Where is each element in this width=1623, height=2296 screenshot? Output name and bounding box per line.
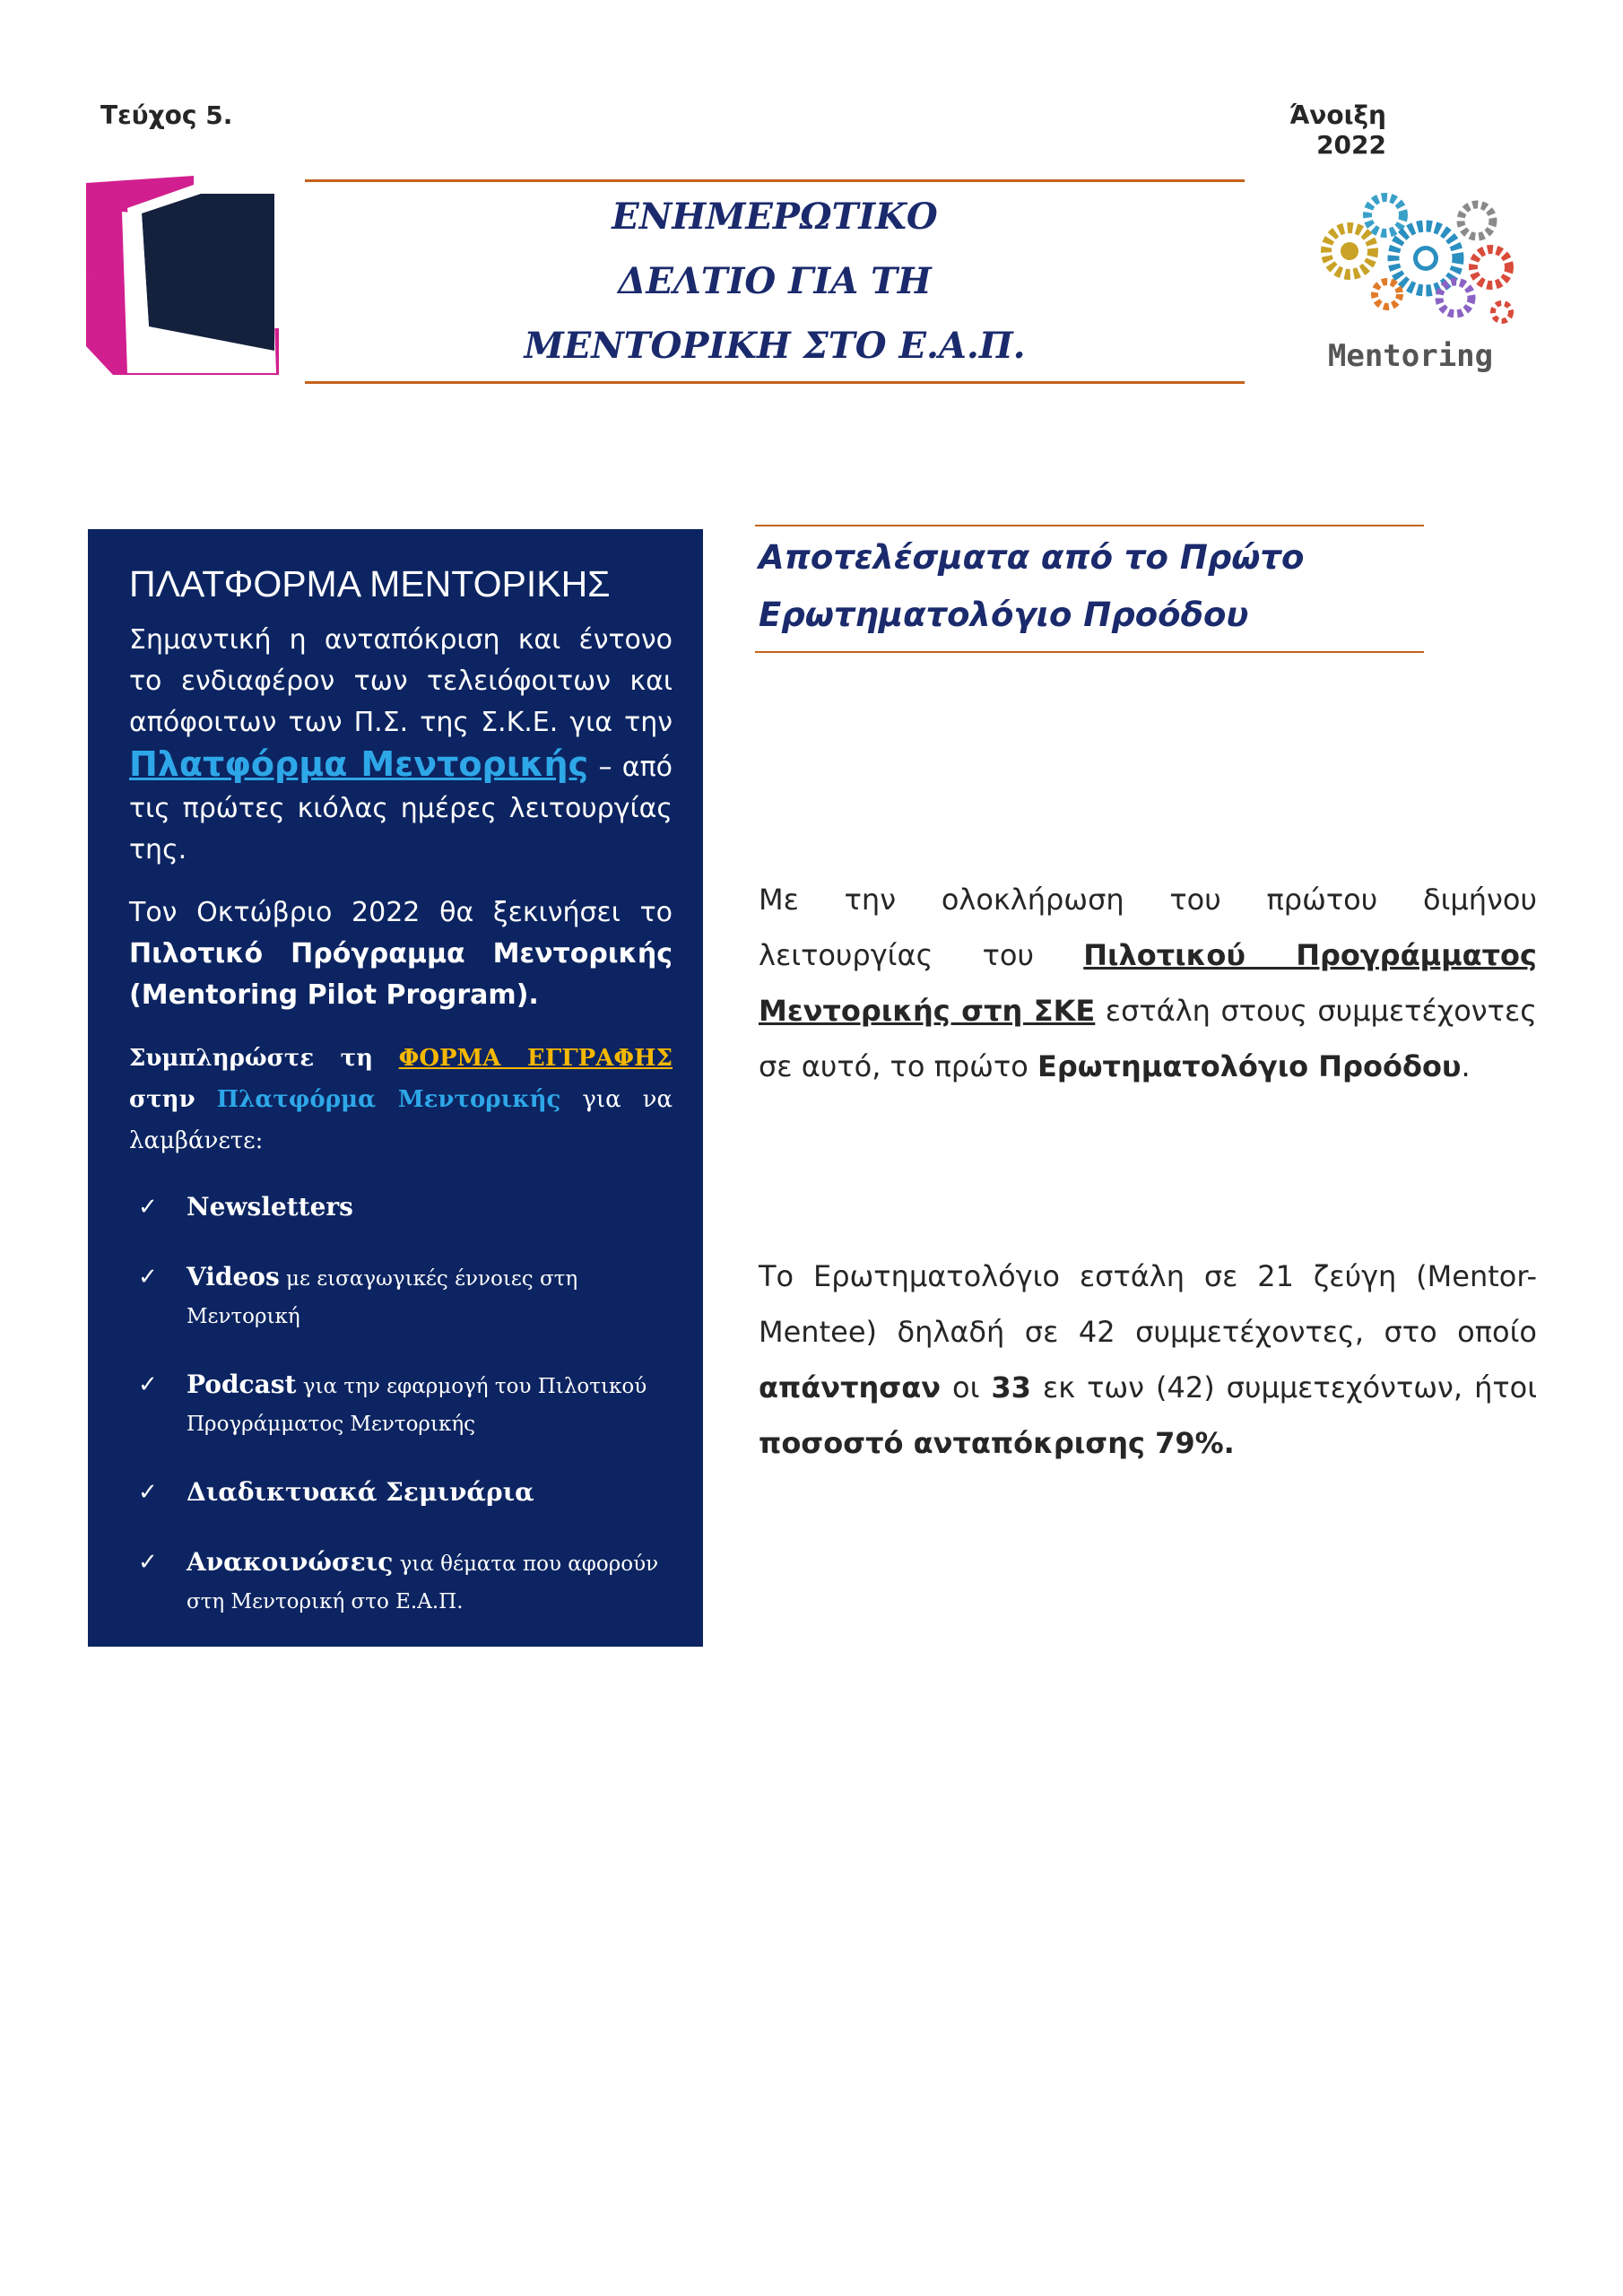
p1-text-b: εστάλη στους συμμετέχοντες σε αυτό, το πρώτο — [759, 994, 1538, 1083]
list-item-text: για την εφαρμογή του Πιλοτικού Προγράμματος Μεντορικής — [187, 1375, 647, 1436]
sidebar-intro — [129, 620, 673, 871]
list-item-bold: Newsletters — [187, 1192, 353, 1222]
list-item — [129, 1544, 673, 1621]
platform-link[interactable]: Πλατφόρμα Μεντορικής — [129, 744, 589, 784]
pilot-program-text: Πιλοτικό Πρόγραμμα Μεντορικής (Mentoring Pilot Program). — [129, 938, 673, 1011]
mentoring-gears-logo-icon — [1305, 178, 1536, 378]
article-heading-top-rule — [755, 525, 1424, 526]
sidebar-october — [129, 892, 673, 1016]
article-heading-line-2: Ερωτηματολόγιο Προόδου — [759, 596, 1249, 634]
in-the-text: στην — [129, 1086, 195, 1113]
list-item-bold: Podcast — [187, 1370, 297, 1399]
issue-season: Άνοιξη 2022 — [1289, 100, 1386, 160]
check-icon: ✓ — [138, 1194, 158, 1221]
sidebar-registration — [129, 1038, 673, 1161]
list-item-text: με εισαγωγικές έννοιες στη Μεντορική — [187, 1267, 578, 1328]
title-line-1: ΕΝΗΜΕΡΩΤΙΚΟ — [612, 196, 938, 238]
title-line-2: ΔΕΛΤΙΟ ΓΙΑ ΤΗ — [618, 260, 932, 302]
eap-logo-icon — [86, 176, 283, 375]
title-bottom-rule — [305, 381, 1245, 384]
mentoring-platform-sidebar — [88, 529, 703, 1647]
p1-end: . — [1461, 1049, 1471, 1083]
p2-text-d: εκ των (42) συμμετεχόντων, ήτοι — [1042, 1370, 1538, 1405]
october-text: Τον Οκτώβριο 2022 θα ξεκινήσει το — [129, 897, 673, 928]
article-heading-bottom-rule — [755, 651, 1424, 653]
list-item — [129, 1474, 673, 1513]
fill-prefix: Συμπληρώστε τη — [129, 1045, 373, 1072]
article-heading-line-1: Αποτελέσματα από το Πρώτο — [759, 538, 1305, 577]
check-icon: ✓ — [138, 1264, 158, 1291]
newsletter-title — [305, 185, 1245, 378]
p2-text-a: Το Ερωτηματολόγιο εστάλη σε 21 ζεύγη (Mentor-Mentee) δηλαδή σε 42 συμμετέχοντες, στο οποίο — [759, 1259, 1537, 1349]
title-line-3: ΜΕΝΤΟΡΙΚΗ ΣΤΟ Ε.Α.Π. — [524, 325, 1026, 367]
list-item — [129, 1366, 673, 1443]
list-item — [129, 1258, 673, 1335]
p2-count: 33 — [991, 1370, 1031, 1405]
p2-answered: απάντησαν — [759, 1370, 941, 1405]
p2-text-c: οι — [951, 1370, 980, 1405]
check-icon: ✓ — [138, 1371, 158, 1398]
progress-questionnaire: Ερωτηματολόγιο Προόδου — [1037, 1049, 1462, 1083]
title-top-rule — [305, 179, 1245, 182]
list-item-bold: Διαδικτυακά Σεμινάρια — [187, 1477, 534, 1507]
sidebar-intro-text: Σημαντική η ανταπόκριση και έντονο το ενδιαφέρον των τελειόφοιτων και απόφοιτων των Π.Σ. της Σ.Κ.Ε. για την — [129, 624, 673, 738]
article-paragraph-1 — [759, 872, 1537, 1094]
article-heading — [759, 529, 1440, 644]
check-icon: ✓ — [138, 1549, 158, 1576]
article-paragraph-2 — [759, 1248, 1537, 1471]
benefits-list — [129, 1188, 673, 1621]
check-icon: ✓ — [138, 1479, 158, 1506]
list-item-text: για θέματα που αφορούν στη Μεντορική στο Ε.Α.Π. — [187, 1552, 659, 1613]
platform-name-link[interactable]: Πλατφόρμα Μεντορικής — [216, 1086, 561, 1113]
pilot-program-link[interactable]: Πιλοτικού Προγράμματος Μεντορικής στη ΣΚΕ — [759, 938, 1538, 1028]
registration-form-link[interactable]: ΦΟΡΜΑ ΕΓΓΡΑΦΗΣ — [398, 1045, 673, 1072]
list-item-bold: Ανακοινώσεις — [187, 1547, 394, 1577]
issue-number: Τεύχος 5. — [100, 100, 233, 130]
list-item-bold: Videos — [187, 1262, 280, 1292]
sidebar-intro-tail: – από τις πρώτες κιόλας ημέρες λειτουργίας της. — [129, 752, 673, 865]
to-receive-text: για να λαμβάνετε: — [129, 1086, 673, 1154]
p2-response-rate: ποσοστό ανταπόκρισης 79%. — [759, 1426, 1235, 1460]
mentoring-logo-text: Mentoring — [1327, 338, 1494, 374]
list-item — [129, 1188, 673, 1228]
p1-text-a: Με την ολοκλήρωση του πρώτου διμήνου λειτουργίας του — [759, 883, 1537, 972]
sidebar-heading: ΠΛΑΤΦΟΡΜΑ ΜΕΝΤΟΡΙΚΗΣ — [129, 563, 611, 604]
